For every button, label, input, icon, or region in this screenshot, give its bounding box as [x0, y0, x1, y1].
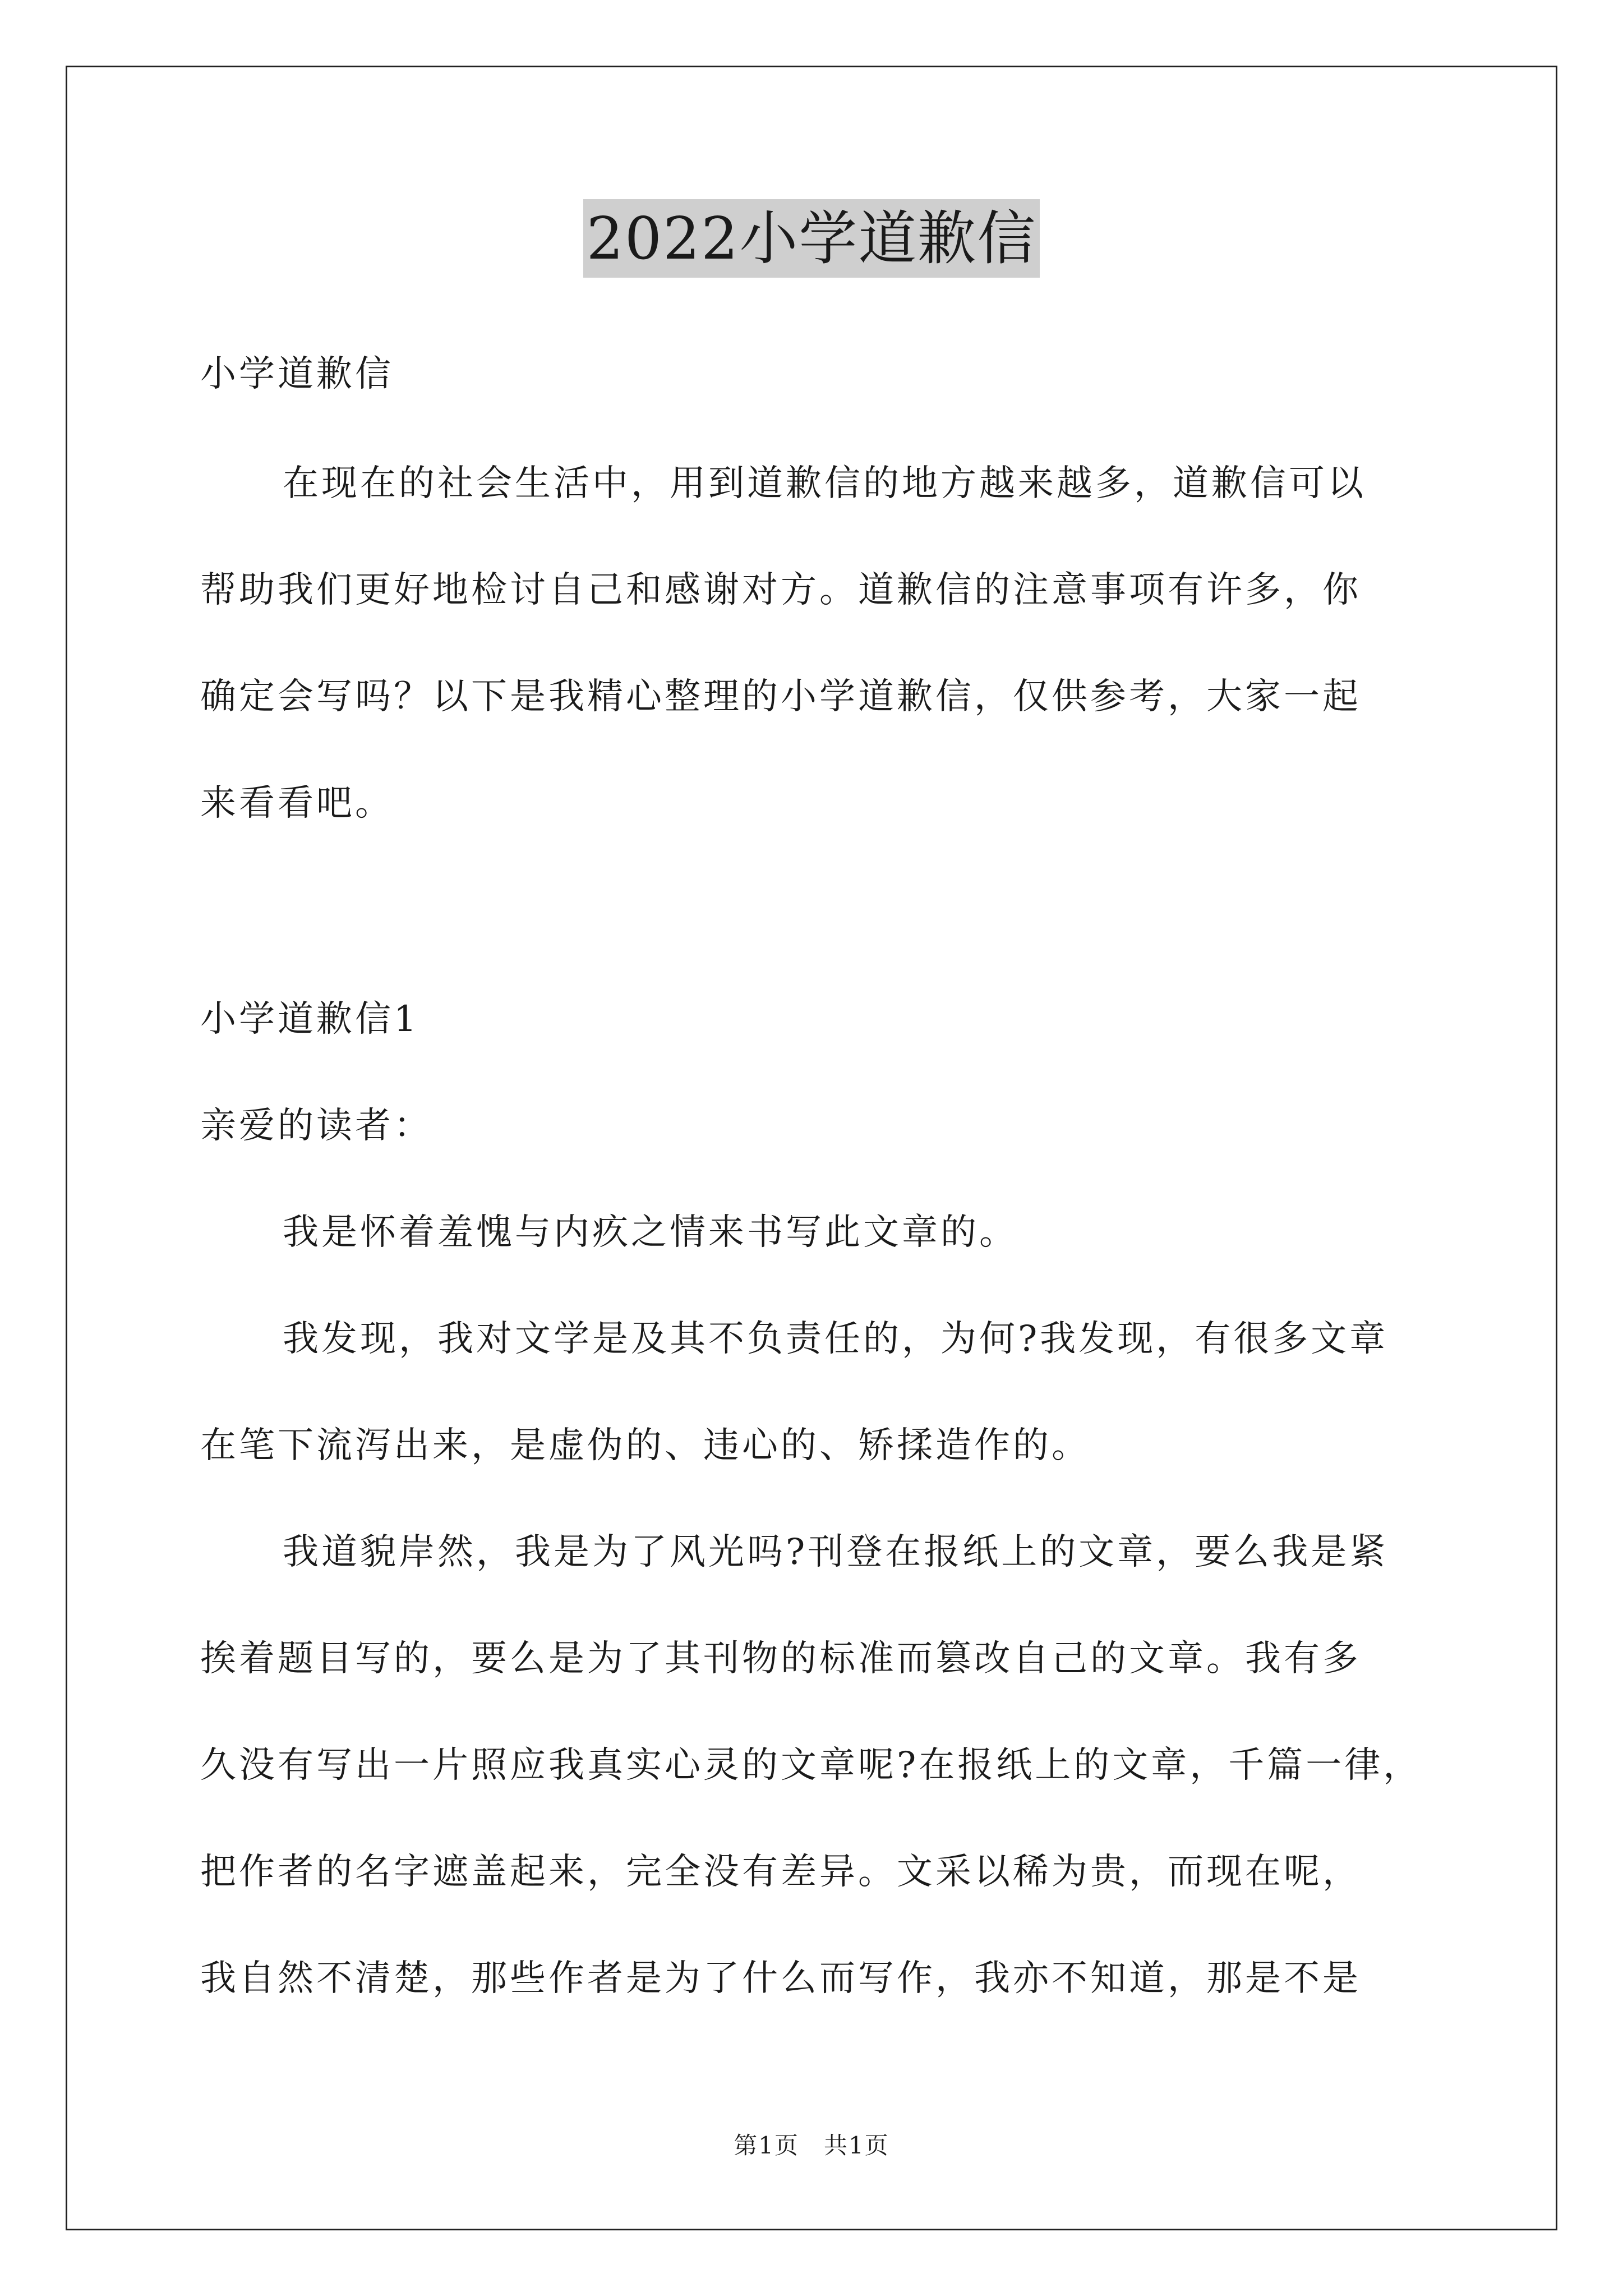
document-title: 2022小学道歉信 [583, 199, 1040, 278]
page-footer: 第1页 共1页 [734, 2132, 889, 2159]
paragraph-line: 在现在的社会生活中，用到道歉信的地方越来越多，道歉信可以 [283, 463, 1366, 504]
paragraph-line: 挨着题目写的，要么是为了其刊物的标准而篡改自己的文章。我有多 [200, 1638, 1361, 1680]
paragraph-line: 久没有写出一片照应我真实心灵的文章呢?在报纸上的文章，千篇一律， [200, 1745, 1422, 1786]
paragraph-line: 来看看吧。 [200, 783, 394, 824]
paragraph-line: 我道貌岸然，我是为了风光吗?刊登在报纸上的文章，要么我是紧 [283, 1531, 1389, 1573]
paragraph-line: 我自然不清楚，那些作者是为了什么而写作，我亦不知道，那是不是 [200, 1958, 1361, 1999]
title-container [0, 199, 1623, 278]
salutation: 亲爱的读者： [200, 1105, 432, 1147]
paragraph-line: 帮助我们更好地检讨自己和感谢对方。道歉信的注意事项有许多，你 [200, 569, 1361, 611]
paragraph-line: 我发现，我对文学是及其不负责任的，为何?我发现，有很多文章 [283, 1318, 1389, 1360]
heading-line: 小学道歉信 [200, 353, 394, 395]
paragraph-line: 我是怀着羞愧与内疚之情来书写此文章的。 [283, 1212, 1018, 1253]
section-heading: 小学道歉信1 [200, 999, 419, 1040]
paragraph-line: 在笔下流泻出来，是虚伪的、违心的、矫揉造作的。 [200, 1425, 1090, 1466]
paragraph-line: 把作者的名字遮盖起来，完全没有差异。文采以稀为贵，而现在呢， [200, 1851, 1361, 1893]
paragraph-line: 确定会写吗？以下是我精心整理的小学道歉信，仅供参考，大家一起 [200, 676, 1361, 717]
